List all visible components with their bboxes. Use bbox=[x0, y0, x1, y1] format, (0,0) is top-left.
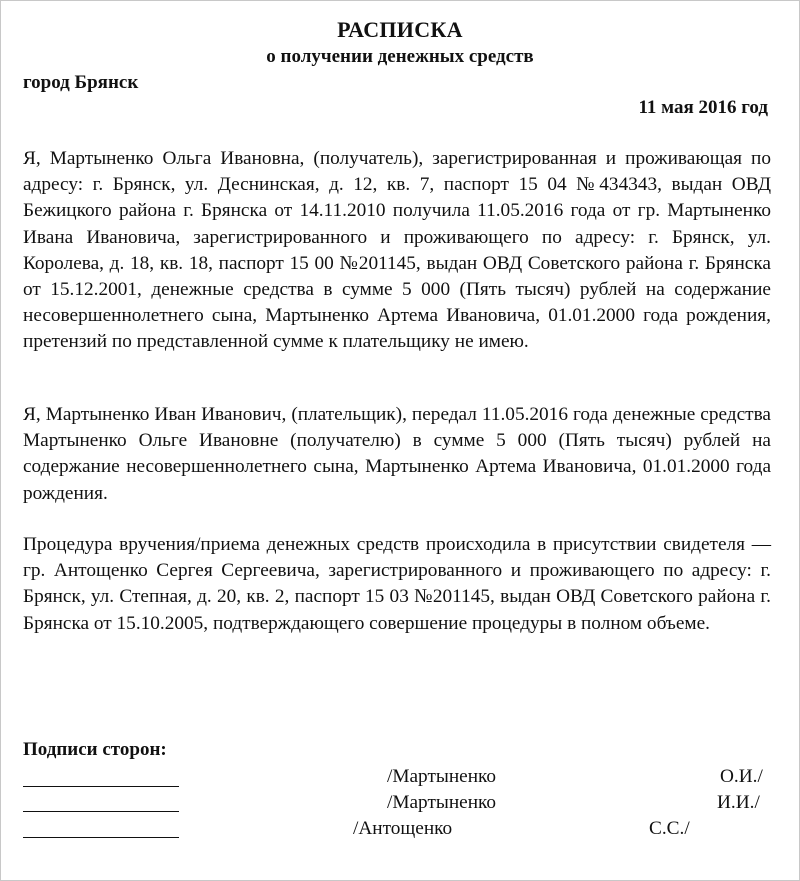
recipient-statement-paragraph: Я, Мартыненко Ольга Ивановна, (получатель), зарегистрированная и проживающая по адресу: г. Брянск, ул. Деснинская, д. 12, кв. 7, паспорт 15 04 №434343, выдан ОВД Бежицкого района г. Брянска от 14.11.2010 получила 11.05.2016 года от гр. Мартыненко Ивана Ивановича, зарегистрированного и проживающего по адресу: г. Брянск, ул. Королева, д. 18, кв. 18, паспорт 15 00 №201145, выдан ОВД Советского района г. Брянска от 15.12.2001, денежные средства в сумме 5 000 (Пять тысяч) рублей на содержание несовершеннолетнего сына, Мартыненко Артема Ивановича, 01.01.2000 года рождения, претензий по представленной сумме к плательщику не имею. bbox=[23, 148, 771, 353]
signature-initials-recipient: О.И./ bbox=[720, 766, 763, 787]
signatures-heading: Подписи сторон: bbox=[23, 739, 167, 760]
signature-initials-witness: С.С./ bbox=[649, 818, 690, 839]
city-label: город Брянск bbox=[23, 72, 139, 93]
document-subtitle: о получении денежных средств bbox=[266, 46, 534, 67]
payer-statement-paragraph: Я, Мартыненко Иван Иванович, (плательщик), передал 11.05.2016 года денежные средства Мартыненко Ольге Ивановне (получателю) в сумме 5 000 (Пять тысяч) рублей на содержание несовершеннолетнего сына, Мартыненко Артема Ивановича, 01.01.2000 года рождения. bbox=[23, 404, 771, 504]
signature-initials-payer: И.И./ bbox=[717, 792, 760, 813]
signature-line-payer bbox=[23, 811, 179, 812]
witness-statement-paragraph: Процедура вручения/приема денежных средств происходила в присутствии свидетеля — гр. Антощенко Сергея Сергеевича, зарегистрированного и проживающего по адресу: г. Брянск, ул. Степная, д. 20, кв. 2, паспорт 15 03 №201145, выдан ОВД Советского района г. Брянска от 15.10.2005, подтверждающего совершение процедуры в полном объеме. bbox=[23, 534, 771, 634]
document-date: 11 мая 2016 год bbox=[638, 97, 768, 118]
signature-name-payer: /Мартыненко bbox=[387, 792, 497, 813]
signature-line-recipient bbox=[23, 786, 179, 787]
signature-line-witness bbox=[23, 837, 179, 838]
signature-name-witness: /Антощенко bbox=[353, 818, 453, 839]
document-title: РАСПИСКА bbox=[337, 17, 463, 42]
signature-name-recipient: /Мартыненко bbox=[387, 766, 497, 787]
